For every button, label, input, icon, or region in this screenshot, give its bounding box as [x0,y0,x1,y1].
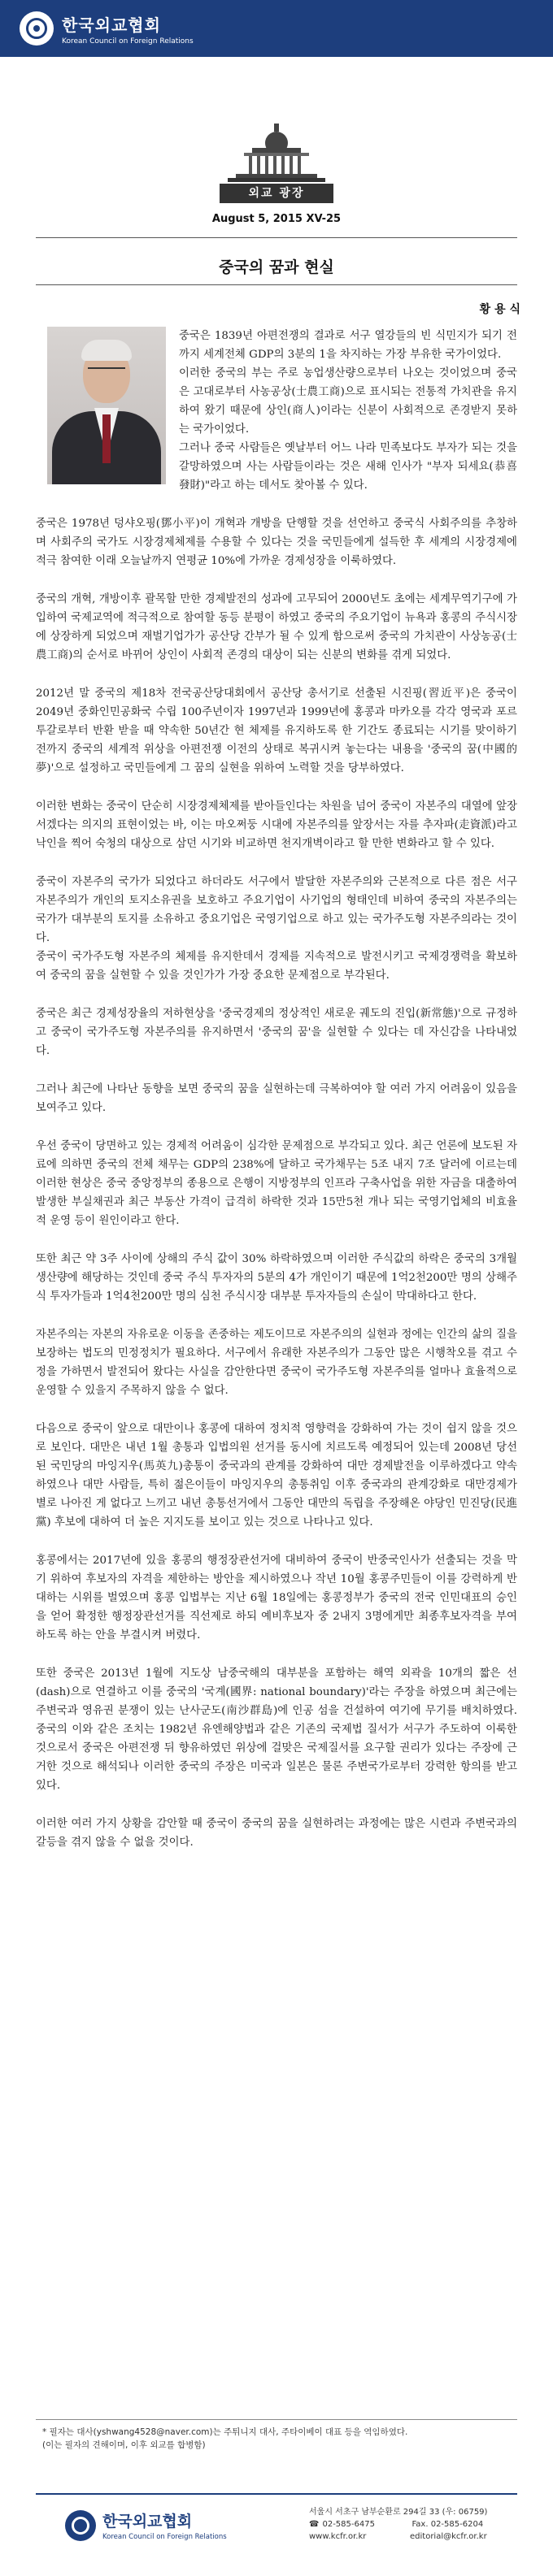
divider [36,237,517,238]
paragraph: 중국은 1839년 아편전쟁의 결과로 서구 열강들의 빈 식민지가 되기 전까지 세계전체 GDP의 3분의 1을 차지하는 가장 부유한 국가이었다. 이러한 중국의 부는 주로 농업생산량으로부터 나오는 것이었으며 중국은 고대로부터 사농공상(士農工商)으로 표시되는 전통적 가치관을 유지하여 왔기 때문에 상인(商人)이라는 신분이 사회적으로 존경받지 못하는 국가이었다. 그러나 중국 사람들은 옛날부터 어느 나라 민족보다도 부자가 되는 것을 갈망하였으며 사는 사람들이라는 것은 새해 인사가 "부자 되세요(恭喜發財)"라고 하는 데서도 찾아볼 수 있다. [179,330,517,492]
org-emblem-icon [65,2510,96,2541]
paragraph: 2012년 말 중국의 제18차 전국공산당대회에서 공산당 총서기로 선출된 시진핑(習近平)은 중국이 2049년 중화인민공화국 수립 100주년이자 1997년과 1999년에 홍콩과 마카오를 각각 영국과 포르투갈로부터 반환 받을 때 약속한 50년간 현 체제를 유지하도록 한 기간도 종료되는 시기를 맞이하기 전까지 중국의 세계적 위상을 아편전쟁 이전의 상태로 복귀시켜 놓는다는 내용을 '중국의 꿈(中國的夢)'으로 설정하고 국민들에게 그 꿈의 실현을 위하여 노력할 것을 당부하였다. [36,687,517,774]
paragraph: 또한 중국은 2013년 1월에 지도상 남중국해의 대부분을 포함하는 해역 외곽을 10개의 짧은 선(dash)으로 연결하고 이를 중국의 '국계(國界: national boundary)'라는 주장을 하였으며 최근에는 주변국과 영유권 분쟁이 있는 난사군도(南沙群島)에 인공 섬을 건설하여 여기에 무기를 배치하였다. 중국의 이와 같은 조치는 1982년 유엔해양법과 같은 기존의 국제법 질서가 서구가 주도하여 이룩한 것으로서 중국은 아편전쟁 뒤 향유하였던 위상에 걸맞은 국제질서를 요구할 권리가 있다는 주장에 근거한 것으로 해석되나 이러한 중국의 주장은 미국과 일본은 물론 주변국가로부터 강력한 항의를 받고 있다. [36,1667,517,1792]
divider [36,284,517,285]
issue-dateline: August 5, 2015 XV-25 [211,213,342,225]
article-body [36,327,517,1871]
paragraph: 자본주의는 자본의 자유로운 이동을 존중하는 제도이므로 자본주의의 실현과 정에는 인간의 삶의 질을 보장하는 법도의 민정정치가 필요하다. 서구에서 유래한 자본주의가 그동안 많은 시행착오를 겪고 수정을 가하면서 발전되어 왔다는 사실을 감안한다면 중국이 국가주도형 자본주의를 얼마나 효율적으로 운영할 수 있을지 주목하지 않을 수 없다. [36,1329,517,1397]
contact-info [309,2506,517,2543]
paragraph: 다음으로 중국이 앞으로 대만이나 홍콩에 대하여 정치적 영향력을 강화하여 가는 것이 쉽지 않을 것으로 보인다. 대만은 내년 1월 총통과 입법의원 선거를 동시에 치르도록 예정되어 있는데 2008년 당선된 국민당의 마잉지우(馬英九)총통이 중국과의 관계를 강화하여 대만 경제발전을 이루하겠다고 약속하였으나 대만 사람들, 특히 젊은이들이 마잉지우의 총통취임 이후 중국과의 관계강화로 대만경제가 별로 나아진 게 없다고 느끼고 내년 총통선거에서 그동안 대만의 독립을 주장해온 야당인 민진당(民進黨) 후보에 대하여 더 높은 지지도를 보이고 있는 것으로 나타나고 있다. [36,1423,517,1529]
org-name-en: Korean Council on Foreign Relations [62,37,194,46]
fax-number: Fax. 02-585-6204 [411,2520,484,2529]
paragraph: 이러한 여러 가지 상황을 감안할 때 중국이 중국의 꿈을 실현하려는 과정에는 많은 시련과 주변국과의 갈등을 겪지 않을 수 없을 것이다. [36,1818,517,1849]
paragraph: 또한 최근 약 3주 사이에 상해의 주식 값이 30% 하락하였으며 이러한 주식값의 하락은 중국의 3개월 생산량에 해당하는 것인데 중국 주식 투자자의 5분의 4가 개인이기 때문에 1억2천200만 명의 상해주식 투자가들과 1억4천200만 명의 심천 주식시장 대부분 투자자들의 손실이 막대하다고 한다. [36,1253,517,1303]
phone-icon: ☎ [309,2520,320,2529]
paragraph: 이러한 변화는 중국이 단순히 시장경제체제를 받아들인다는 차원을 넘어 중국이 자본주의 대열에 앞장서겠다는 의지의 표현이었는 바, 이는 마오쩌둥 시대에 자본주의를 앞장서는 자를 추자파(走資派)라고 낙인을 찍어 숙청의 대상으로 삼던 시기와 비교하면 천지개벽이라고 할 만한 변화라고 할 수 있다. [36,800,517,850]
website-link[interactable]: www.kcfr.or.kr [309,2532,367,2541]
email-link[interactable]: editorial@kcfr.or.kr [410,2532,487,2541]
address: 서울시 서초구 남부순환로 294길 33 (우: 06759) [309,2508,488,2517]
header-band [0,0,553,57]
footnote-divider [36,2419,517,2420]
paragraph: 중국은 1978년 덩샤오핑(鄧小平)이 개혁과 개방을 단행할 것을 선언하고 중국식 사회주의를 추창하며 사회주의 국가도 시장경제체제를 수용할 수 있다는 것을 국민들에게 설득한 후 세계의 시장경제에 적극 참여한 이래 오늘날까지 연평균 10%에 가까운 경제성장을 이룩하였다. [36,518,517,567]
paragraph: 홍콩에서는 2017년에 있을 홍콩의 행정장관선거에 대비하여 중국이 반중국인사가 선출되는 것을 막기 위하여 후보자의 자격을 제한하는 방안을 제시하였으나 작년 10월 홍콩주민들이 이를 강력하게 반대하는 시위를 벌였으며 홍콩 입법부는 지난 6월 18일에는 홍콩정부가 중국의 전국 인민대표의 승인을 얻어 확정한 행정장관선거를 직선제로 하되 예비후보자 중 2내지 3명에게만 최종후보자격을 부여하도록 하는 안을 부결시켜 버렸다. [36,1555,517,1641]
article-title: 중국의 꿈과 현실 [219,258,334,276]
footer [36,2493,517,2552]
phone-number[interactable]: 02-585-6475 [322,2520,375,2529]
paragraph: 중국이 자본주의 국가가 되었다고 하더라도 서구에서 발달한 자본주의와 근본적으로 다른 점은 서구 자본주의가 개인의 토지소유권을 보호하고 주요기업이 사기업의 형태인데 비하여 중국의 자본주의는 국가가 대부분의 토지를 소유하고 중요기업은 국영기업으로 하고 있는 국가주도형 자본주의라는 것이다. 중국이 국가주도형 자본주의 체제를 유지한데서 경제를 지속적으로 발전시키고 국제경쟁력을 확보하여 중국의 꿈을 실현할 수 있을 것인가가 가장 중요한 문제점으로 부각된다. [36,876,517,982]
footer-org-name-ko: 한국외교협회 [102,2513,193,2530]
org-emblem-icon [20,11,54,46]
footer-logo[interactable] [65,2509,227,2541]
paragraph: 중국의 개혁, 개방이후 괄목할 만한 경제발전의 성과에 고무되어 2000년도 초에는 세계무역기구에 가입하여 국제교역에 적극적으로 참여할 동등 분평이 하였고 중국의 주요기업이 뉴욕과 홍콩의 주식시장에 상장하게 되었으며 재벌기업가가 공산당 간부가 될 수 있게 함으로써 중국의 가치관이 사상농공(士農工商)의 순서로 바뀌어 상인이 사회적 존경의 대상이 되는 신분의 변화를 겪게 되었다. [36,593,517,661]
paragraph: 중국은 최근 경제성장율의 저하현상을 '중국경제의 정상적인 새로운 궤도의 진입(新常態)'으로 규정하고 중국이 국가주도형 자본주의를 유지하면서 '중국의 꿈'을 실현할 수 있다는 데 자신감을 나타내었다. [36,1008,517,1057]
author-photo [47,327,166,484]
section-badge: 외교 광장 [220,184,333,203]
org-name-ko: 한국외교협회 [62,15,161,35]
org-logo[interactable] [20,11,194,46]
footer-org-name-en: Korean Council on Foreign Relations [102,2533,227,2541]
footnote [42,2426,514,2452]
paragraph: 우선 중국이 당면하고 있는 경제적 어려움이 심각한 문제점으로 부각되고 있다. 최근 언론에 보도된 자료에 의하면 중국의 전체 채무는 GDP의 238%에 달하고 국가채무는 5조 내지 7조 달러에 이르는데 이러한 현상은 중국 중앙정부의 종용으로 은행이 지방정부의 인프라 구축사업을 위한 자금을 대출하여 발생한 부실채권과 최근 부동산 가격이 급격히 하락한 것과 15만5천 개나 되는 국영기업체의 비효율적 운영 등이 원인이라고 한다. [36,1140,517,1227]
footnote-disclaimer: (이는 필자의 견해이며, 이후 외교를 합병함) [42,2440,206,2450]
author-name: 황 용 식 [479,303,520,316]
paragraph: 그러나 최근에 나타난 동향을 보면 중국의 꿈을 실현하는데 극복하여야 할 여러 가지 어려움이 있음을 보여주고 있다. [36,1083,517,1114]
building-emblem-icon [211,114,342,185]
footnote-author: * 필자는 대사(yshwang4528@naver.com)는 주튀니지 대사, 주타이베이 대표 등을 역임하였다. [42,2427,408,2437]
